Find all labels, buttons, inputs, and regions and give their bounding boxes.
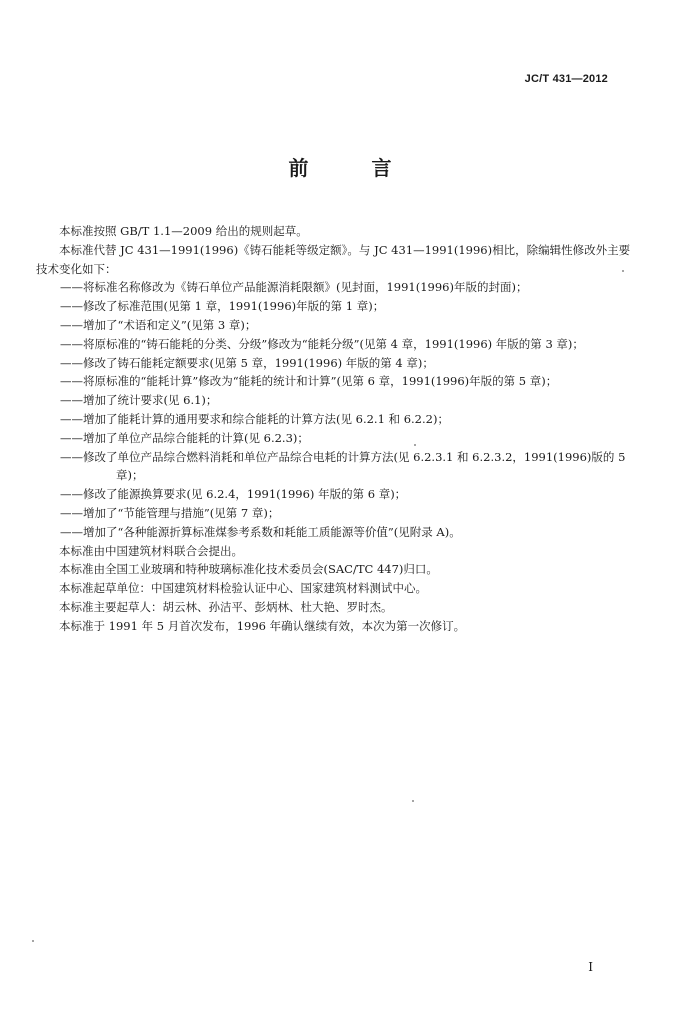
change-item: ——增加了单位产品综合能耗的计算(见 6.2.3)； [60, 430, 309, 445]
change-item: ——增加了“各种能源折算标准煤参考系数和耗能工质能源等价值”(见附录 A)。 [60, 524, 461, 539]
paragraph-drafters: 本标准主要起草人：胡云林、孙洁平、彭炳林、杜大艳、罗时杰。 [59, 599, 393, 614]
scan-speck [414, 444, 416, 446]
change-item: ——修改了能源换算要求(见 6.2.4，1991(1996) 年版的第 6 章)； [60, 487, 407, 502]
change-item: ——增加了统计要求(见 6.1)； [60, 393, 218, 408]
change-item: ——修改了标准范围(见第 1 章，1991(1996)年版的第 1 章)； [60, 299, 385, 314]
change-item: ——增加了“术语和定义”(见第 3 章)； [60, 317, 257, 332]
page-number: I [588, 960, 593, 974]
paragraph-drafting-rule: 本标准按照 GB/T 1.1—2009 给出的规则起草。 [59, 224, 308, 238]
page-title: 前 言 [288, 156, 420, 180]
foreword-body [36, 222, 636, 636]
paragraph-administered-by: 本标准由全国工业玻璃和特种玻璃标准化技术委员会(SAC/TC 447)归口。 [59, 562, 438, 577]
paragraph-proposed-by: 本标准由中国建筑材料联合会提出。 [59, 543, 243, 558]
change-item: ——修改了铸石能耗定额要求(见第 5 章，1991(1996) 年版的第 4 章)； [60, 355, 434, 370]
scan-speck [622, 270, 624, 272]
change-item: ——将原标准的“能耗计算”修改为“能耗的统计和计算”(见第 6 章，1991(1996)年版的第 5 章)； [60, 374, 558, 389]
paragraph-replaces: 本标准代替 JC 431—1991(1996)《铸石能耗等级定额》。与 JC 431—1991(1996)相比，除编辑性修改外主要技术变化如下： [36, 242, 631, 276]
change-item: ——将标准名称修改为《铸石单位产品能源消耗限额》(见封面，1991(1996)年版的封面)； [60, 280, 528, 295]
paragraph-history: 本标准于 1991 年 5 月首次发布，1996 年确认继续有效，本次为第一次修订。 [59, 618, 466, 633]
paragraph-drafting-units: 本标准起草单位：中国建筑材料检验认证中心、国家建筑材料测试中心。 [59, 581, 427, 596]
scan-speck [32, 940, 34, 942]
change-item: ——将原标准的“铸石能耗的分类、分级”修改为“能耗分级”(见第 4 章，1991(1996) 年版的第 3 章)； [60, 336, 584, 351]
scan-speck [412, 800, 414, 802]
change-item: ——增加了能耗计算的通用要求和综合能耗的计算方法(见 6.2.1 和 6.2.2)； [60, 411, 449, 426]
standard-code: JC/T 431—2012 [524, 73, 608, 85]
change-item: ——修改了单位产品综合燃料消耗和单位产品综合电耗的计算方法(见 6.2.3.1 和 6.2.3.2，1991(1996)版的 5 章)； [60, 449, 626, 483]
change-item: ——增加了“节能管理与措施”(见第 7 章)； [60, 505, 280, 520]
